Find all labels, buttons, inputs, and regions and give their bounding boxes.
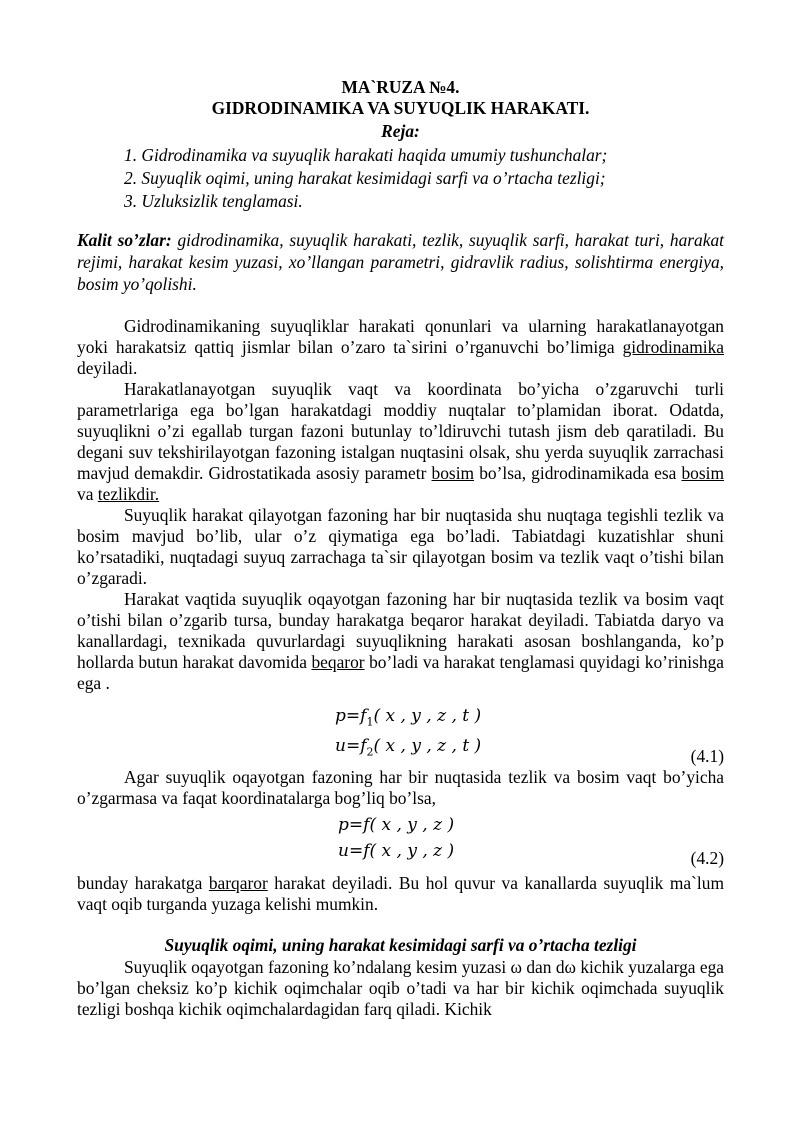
paragraph: bunday harakatga barqaror harakat deyiladi. Bu hol quvur va kanallarda suyuqlik ma`lum vaqt oqib turganda yuzaga kelishi mumkin. [77,873,724,914]
keywords-label: Kalit so’zlar: [77,230,172,250]
lecture-subtitle: GIDRODINAMIKA VA SUYUQLIK HARAKATI. [211,98,590,118]
section-heading: Suyuqlik oqimi, uning harakat kesimidagi sarfi va o’rtacha tezligi [164,935,637,955]
body-section-3 [77,873,724,915]
keywords-text: gidrodinamika, suyuqlik harakati, tezlik, suyuqlik sarfi, harakat turi, harakat rejimi, harakat kesim yuzasi, xo’llangan parametri, gidravlik radius, solishtirma energiya, bosim yo’qolishi. [77,230,725,294]
lecture-title: MA`RUZA №4. [341,77,460,97]
paragraph: Agar suyuqlik oqayotgan fazoning har bir nuqtasida tezlik va bosim vaqt bo’yicha o’zgarmasa va faqat koordinatalarga bog’liq bo’lsa, [77,767,724,808]
paragraph: Suyuqlik oqayotgan fazoning ko’ndalang kesim yuzasi ω dan dω kichik yuzalarga ega bo’lgan cheksiz ko’p kichik oqimchalar oqib o’tadi va har bir kichik oqimchada suyuqlik tezligi boshqa kichik oqimchalardagidan farq qiladi. Kichik [77,957,724,1019]
equation-4-1-line-1: $p=f_1$( x , y , z , t ) [335,706,482,729]
term-link[interactable]: beqaror [311,652,365,672]
body-section-4 [77,957,724,1020]
paragraph: Gidrodinamikaning suyuqliklar harakati qonunlari va ularning harakatlanayotgan yoki harakatsiz qattiq jismlar bilan o’zaro ta`sirini o’rganuvchi bo’limiga gidrodinamika deyiladi. [77,316,724,378]
body-section-2 [77,767,724,809]
plan-item: 3. Uzluksizlik tenglamasi. [124,191,303,211]
term-link[interactable]: barqaror [208,873,268,893]
body-section-1 [77,316,724,694]
plan-label: Reja: [381,121,420,141]
term-link[interactable]: bosim [431,463,475,483]
plan-item: 1. Gidrodinamika va suyuqlik harakati haqida umumiy tushunchalar; [124,145,608,165]
paragraph: Suyuqlik harakat qilayotgan fazoning har bir nuqtasida shu nuqtaga tegishli tezlik va bosim mavjud bo’lib, ular o’z qiymatiga ega bo’ladi. Tabiatdagi kuzatishlar shuni ko’rsatadiki, nuqtadagi suyuq zarrachaga ta`sir qilayotgan bosim va tezlik vaqt o’tishi bilan o’zgaradi. [77,505,724,588]
paragraph: Harakatlanayotgan suyuqlik vaqt va koordinata bo’yicha o’zgaruvchi turli parametrlariga ega bo’lgan harakatdagi moddiy nuqtalar to’plamidan iborat. Odatda, suyuqlikni o’zi egallab turgan fazoni butunlay to’ldiruvchi tutash jism deb qaratiladi. Bu degani suv tekshirilayotgan fazoning istalgan nuqtasini olsak, shu yerda suyuqlik zarrachasi mavjud demakdir. Gidrostatikada asosiy parametr bosim bo’lsa, gidrodinamikada esa bosim va tezlikdir. [77,379,724,504]
equation-4-2-line-1: p=f( x , y , z ) [338,815,455,835]
equation-4-1-line-2: $u=f_2$( x , y , z , t ) [335,736,482,759]
equation-4-2-line-2: u=f( x , y , z ) [338,841,455,861]
plan-item: 2. Suyuqlik oqimi, uning harakat kesimidagi sarfi va o’rtacha tezligi; [124,168,606,188]
term-link[interactable]: gidrodinamika [622,337,724,357]
plan-list [124,144,607,213]
equation-number: (4.1) [690,746,724,766]
term-link[interactable]: bosim [681,463,724,483]
paragraph: Harakat vaqtida suyuqlik oqayotgan fazoning har bir nuqtasida tezlik va bosim vaqt o’tishi bilan o’zgarib tursa, bunday harakatga beqaror harakat deyiladi. Tabiatda daryo va kanallardagi, texnikada quvurlardagi suyuqlikning harakati asosan boshlanganda, ko’p hollarda butun harakat davomida beqaror bo’ladi va harakat tenglamasi quyidagi ko’rinishga ega . [77,589,724,693]
keywords-paragraph [77,229,724,295]
equation-number: (4.2) [690,848,724,868]
term-link[interactable]: tezlikdir. [97,484,160,504]
